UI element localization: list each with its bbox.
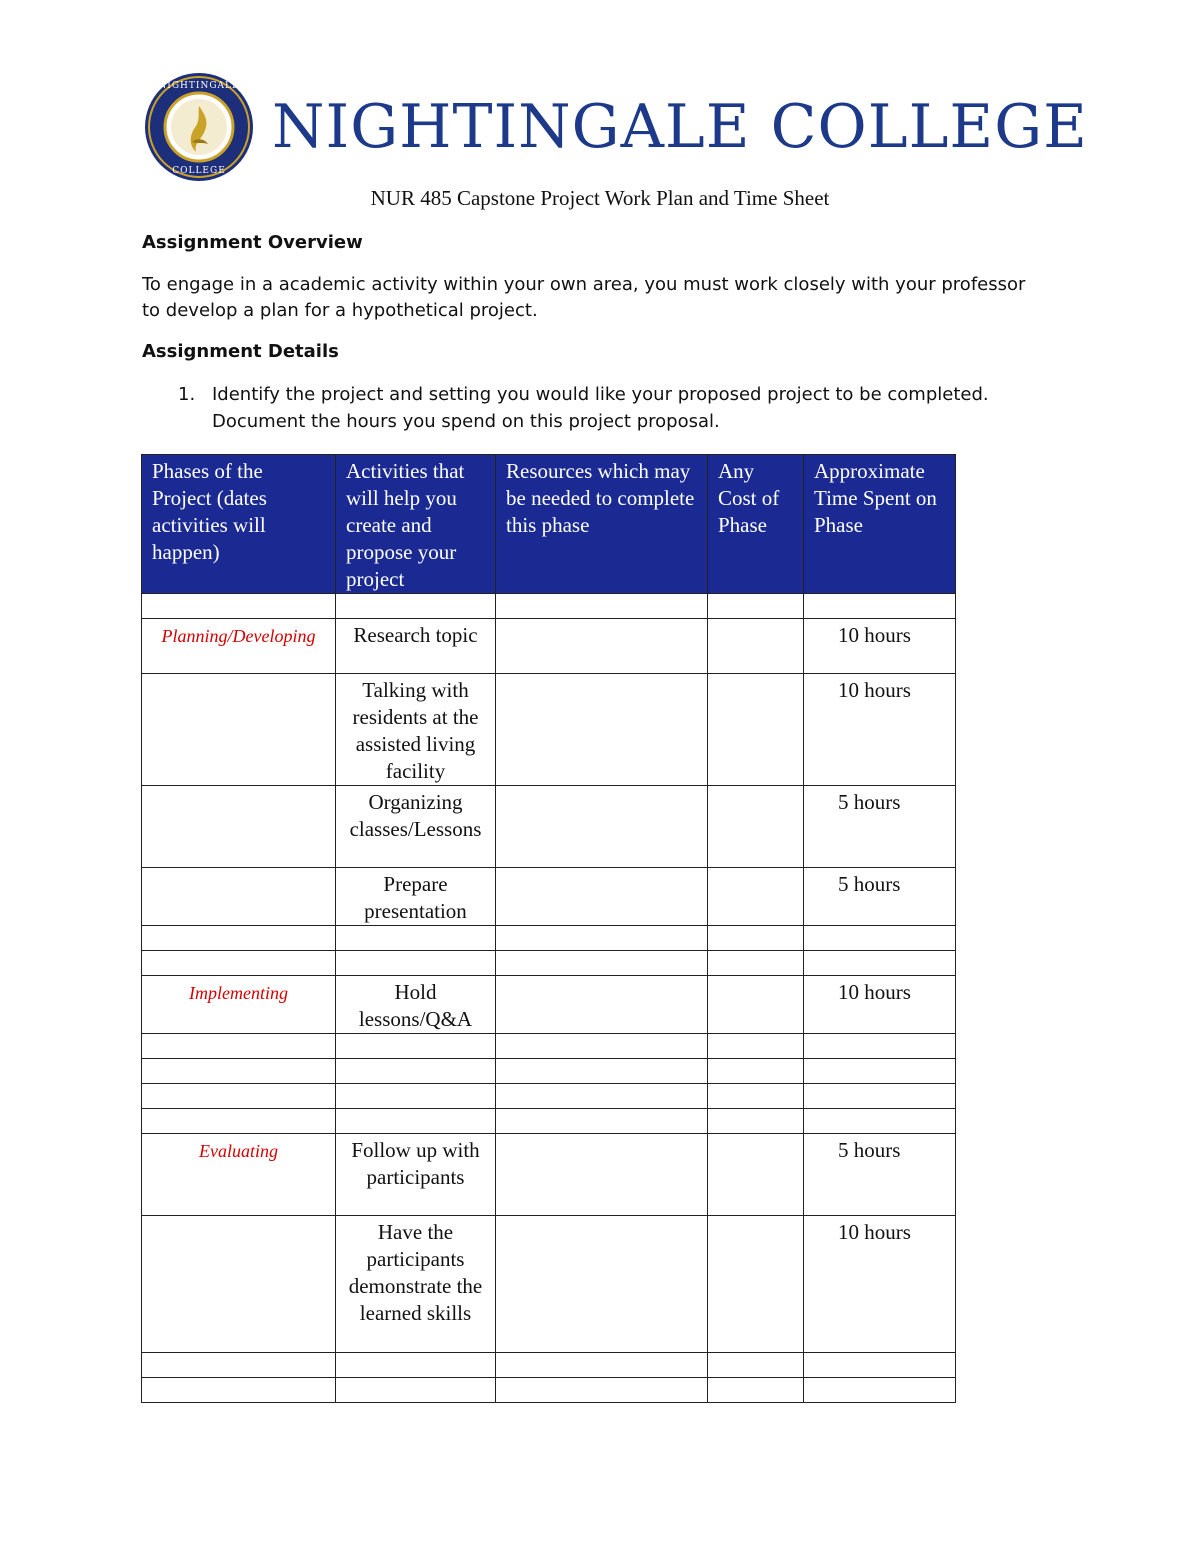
list-item-number: 1. <box>178 384 196 405</box>
activity-cell <box>336 1059 496 1084</box>
time-cell <box>804 1059 956 1084</box>
activity-cell <box>336 1084 496 1109</box>
header-activities: Activities that will help you create and propose your project <box>336 455 496 594</box>
resources-cell <box>496 1084 708 1109</box>
table-row <box>142 786 956 868</box>
time-cell <box>804 1353 956 1378</box>
time-cell <box>804 1378 956 1403</box>
phase-cell <box>142 1353 336 1378</box>
phase-cell <box>142 1084 336 1109</box>
activity-cell: Talking with residents at the assisted living facility <box>336 674 496 786</box>
phase-cell <box>142 1216 336 1353</box>
resources-cell <box>496 1034 708 1059</box>
resources-cell <box>496 786 708 868</box>
cost-cell <box>708 976 804 1034</box>
cost-cell <box>708 1109 804 1134</box>
cost-cell <box>708 926 804 951</box>
table-row <box>142 1378 956 1403</box>
time-cell: 10 hours <box>804 674 956 786</box>
list-item-text: Identify the project and setting you would like your proposed project to be completed. Document the hours you spend on this project proposal. <box>212 384 989 432</box>
header-time: Approximate Time Spent on Phase <box>804 455 956 594</box>
table-row <box>142 1059 956 1084</box>
list-item <box>178 381 998 435</box>
cost-cell <box>708 1034 804 1059</box>
resources-cell <box>496 1216 708 1353</box>
resources-cell <box>496 1109 708 1134</box>
resources-cell <box>496 619 708 674</box>
phase-cell: Evaluating <box>142 1134 336 1216</box>
activity-cell: Organizing classes/Lessons <box>336 786 496 868</box>
time-cell <box>804 1084 956 1109</box>
table-row <box>142 868 956 926</box>
activity-cell <box>336 1353 496 1378</box>
document-title: NUR 485 Capstone Project Work Plan and Time Sheet <box>370 186 830 210</box>
phase-cell <box>142 1109 336 1134</box>
table-row <box>142 1109 956 1134</box>
activity-cell <box>336 1034 496 1059</box>
time-cell: 5 hours <box>804 868 956 926</box>
resources-cell <box>496 1378 708 1403</box>
overview-heading: Assignment Overview <box>142 232 363 253</box>
resources-cell <box>496 1134 708 1216</box>
time-cell: 5 hours <box>804 786 956 868</box>
activity-cell <box>336 926 496 951</box>
phase-cell: Implementing <box>142 976 336 1034</box>
time-cell: 10 hours <box>804 976 956 1034</box>
table-row <box>142 951 956 976</box>
table-header-row <box>142 455 956 594</box>
table-row <box>142 619 956 674</box>
cost-cell <box>708 868 804 926</box>
phase-cell <box>142 674 336 786</box>
phase-cell <box>142 1034 336 1059</box>
resources-cell <box>496 674 708 786</box>
phase-cell: Planning/Developing <box>142 619 336 674</box>
resources-cell <box>496 926 708 951</box>
phase-cell <box>142 868 336 926</box>
cost-cell <box>708 1353 804 1378</box>
cost-cell <box>708 619 804 674</box>
time-cell: 10 hours <box>804 619 956 674</box>
cost-cell <box>708 1216 804 1353</box>
overview-text: To engage in a academic activity within your own area, you must work closely with your professor to develop a plan for a hypothetical project. <box>142 274 1026 321</box>
activity-cell <box>336 1378 496 1403</box>
table-row <box>142 1353 956 1378</box>
cost-cell <box>708 674 804 786</box>
cost-cell <box>708 1084 804 1109</box>
time-cell <box>804 1034 956 1059</box>
activity-cell: Research topic <box>336 619 496 674</box>
work-plan-table <box>141 454 956 1403</box>
phase-cell <box>142 1059 336 1084</box>
activity-cell: Have the participants demonstrate the learned skills <box>336 1216 496 1353</box>
resources-cell <box>496 1353 708 1378</box>
cost-cell <box>708 1134 804 1216</box>
cost-cell <box>708 1059 804 1084</box>
resources-cell <box>496 976 708 1034</box>
phase-cell <box>142 951 336 976</box>
table-row <box>142 594 956 619</box>
phase-cell <box>142 594 336 619</box>
details-heading: Assignment Details <box>142 341 339 362</box>
college-logo <box>144 72 1088 182</box>
time-cell <box>804 926 956 951</box>
college-seal-icon <box>144 72 254 182</box>
header-phases: Phases of the Project (dates activities will happen) <box>142 455 336 594</box>
table-row <box>142 976 956 1034</box>
table-row <box>142 1216 956 1353</box>
cost-cell <box>708 951 804 976</box>
phase-cell <box>142 786 336 868</box>
resources-cell <box>496 951 708 976</box>
activity-cell: Prepare presentation <box>336 868 496 926</box>
time-cell: 10 hours <box>804 1216 956 1353</box>
table-body <box>142 594 956 1403</box>
activity-cell <box>336 594 496 619</box>
resources-cell <box>496 594 708 619</box>
cost-cell <box>708 1378 804 1403</box>
activity-cell: Follow up with participants <box>336 1134 496 1216</box>
time-cell <box>804 951 956 976</box>
resources-cell <box>496 1059 708 1084</box>
table-row <box>142 1134 956 1216</box>
table-row <box>142 674 956 786</box>
table-row <box>142 1034 956 1059</box>
svg-text:NIGHTINGALE: NIGHTINGALE <box>158 81 240 91</box>
college-wordmark: NIGHTINGALE COLLEGE <box>272 92 1088 162</box>
cost-cell <box>708 594 804 619</box>
table-row <box>142 926 956 951</box>
time-cell <box>804 594 956 619</box>
phase-cell <box>142 926 336 951</box>
cost-cell <box>708 786 804 868</box>
resources-cell <box>496 868 708 926</box>
time-cell <box>804 1109 956 1134</box>
header-resources: Resources which may be needed to complete this phase <box>496 455 708 594</box>
activity-cell <box>336 1109 496 1134</box>
svg-text:COLLEGE: COLLEGE <box>172 166 226 176</box>
activity-cell: Hold lessons/Q&A <box>336 976 496 1034</box>
phase-cell <box>142 1378 336 1403</box>
table-row <box>142 1084 956 1109</box>
header-cost: Any Cost of Phase <box>708 455 804 594</box>
time-cell: 5 hours <box>804 1134 956 1216</box>
activity-cell <box>336 951 496 976</box>
